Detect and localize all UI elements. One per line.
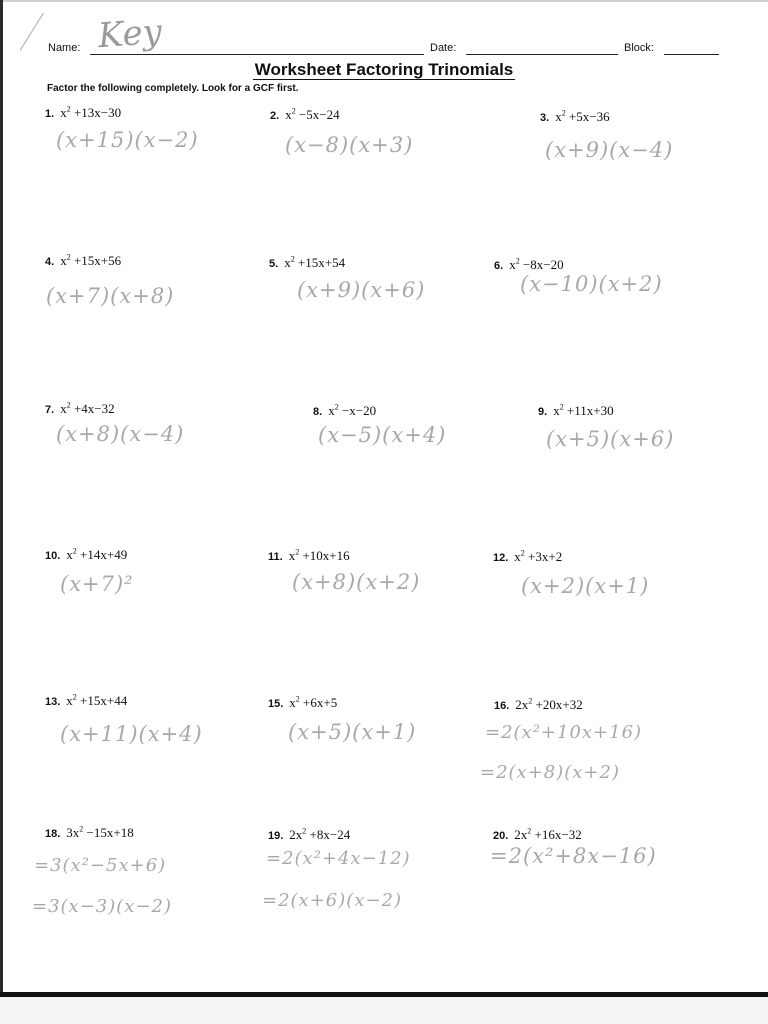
handwritten-answer: =2(x²+8x−16) bbox=[490, 844, 657, 868]
problem-number: 15. bbox=[268, 698, 284, 710]
handwritten-answer: (x+8)(x−4) bbox=[56, 422, 185, 446]
problem-number: 4. bbox=[45, 256, 55, 268]
problem-expression: $x^2 +15x+54$ bbox=[284, 254, 346, 270]
problem-number: 18. bbox=[45, 828, 61, 840]
problem-item bbox=[45, 104, 121, 122]
problem-item bbox=[493, 548, 562, 566]
problem-expression: $x^2 +3x+2$ bbox=[514, 548, 563, 564]
problem-item bbox=[45, 546, 127, 564]
problem-expression: $3x^2 -15x+18$ bbox=[66, 824, 134, 840]
problem-number: 5. bbox=[269, 258, 279, 270]
page-left-edge bbox=[0, 0, 3, 1000]
problem-expression: $x^2 +6x+5$ bbox=[289, 694, 338, 710]
problem-expression: $x^2 +4x-32$ bbox=[60, 400, 115, 416]
handwritten-answer: =2(x+8)(x+2) bbox=[480, 762, 620, 783]
problem-item bbox=[494, 696, 583, 714]
problem-item bbox=[269, 254, 345, 272]
handwritten-answer: =2(x²+4x−12) bbox=[266, 848, 411, 869]
name-label: Name: bbox=[48, 42, 81, 54]
problem-expression: $x^2 +10x+16$ bbox=[288, 547, 350, 563]
handwritten-answer: (x+7)(x+8) bbox=[46, 284, 175, 308]
problem-item bbox=[268, 826, 350, 844]
problem-number: 20. bbox=[493, 830, 509, 842]
handwritten-answer: =2(x²+10x+16) bbox=[485, 722, 643, 743]
handwritten-answer: (x+9)(x−4) bbox=[545, 138, 674, 162]
problem-number: 16. bbox=[494, 700, 510, 712]
problem-number: 10. bbox=[45, 550, 61, 562]
problem-expression: $2x^2 +8x-24$ bbox=[289, 826, 351, 842]
problem-item bbox=[45, 692, 127, 710]
pen-slash-mark bbox=[20, 13, 44, 51]
problem-item bbox=[268, 694, 337, 712]
problem-item bbox=[493, 826, 582, 844]
problem-item bbox=[538, 402, 614, 420]
problem-item bbox=[270, 106, 340, 124]
handwritten-answer: (x+5)(x+1) bbox=[288, 720, 417, 744]
instructions: Factor the following completely. Look for a GCF first. bbox=[47, 83, 299, 94]
handwritten-answer: =3(x²−5x+6) bbox=[34, 855, 167, 876]
problem-expression: $x^2 +14x+49$ bbox=[66, 546, 128, 562]
problem-number: 3. bbox=[540, 112, 550, 124]
page-top-edge bbox=[0, 0, 768, 2]
problem-number: 7. bbox=[45, 404, 55, 416]
problem-expression: $x^2 +11x+30$ bbox=[553, 402, 614, 418]
handwritten-answer: (x−5)(x+4) bbox=[318, 423, 447, 447]
problem-expression: $x^2 -x-20$ bbox=[328, 402, 377, 418]
name-handwritten-value: Key bbox=[96, 11, 164, 57]
block-line bbox=[664, 54, 719, 55]
problem-number: 9. bbox=[538, 406, 548, 418]
handwritten-answer: (x+15)(x−2) bbox=[56, 128, 199, 152]
block-label: Block: bbox=[624, 42, 654, 54]
problem-number: 19. bbox=[268, 830, 284, 842]
problem-number: 1. bbox=[45, 108, 55, 120]
problem-item bbox=[45, 824, 134, 842]
handwritten-answer: (x+7)² bbox=[60, 572, 134, 596]
handwritten-answer: =3(x−3)(x−2) bbox=[32, 896, 172, 917]
handwritten-answer: (x+5)(x+6) bbox=[546, 427, 675, 451]
name-line bbox=[90, 54, 424, 55]
handwritten-answer: (x+8)(x+2) bbox=[292, 570, 421, 594]
problem-expression: $x^2 +15x+44$ bbox=[66, 692, 128, 708]
date-line bbox=[466, 54, 618, 55]
problem-item bbox=[268, 547, 350, 565]
handwritten-answer: (x+9)(x+6) bbox=[297, 278, 426, 302]
problem-expression: $x^2 +15x+56$ bbox=[60, 252, 122, 268]
handwritten-answer: =2(x+6)(x−2) bbox=[262, 890, 402, 911]
handwritten-answer: (x−10)(x+2) bbox=[520, 272, 663, 296]
handwritten-answer: (x+11)(x+4) bbox=[60, 722, 203, 746]
problem-item bbox=[540, 108, 610, 126]
handwritten-answer: (x+2)(x+1) bbox=[521, 574, 650, 598]
problem-item bbox=[45, 252, 121, 270]
problem-number: 11. bbox=[268, 551, 283, 563]
problem-number: 6. bbox=[494, 260, 504, 272]
problem-number: 13. bbox=[45, 696, 61, 708]
date-label: Date: bbox=[430, 42, 457, 54]
problem-expression: $x^2 -5x-24$ bbox=[285, 106, 340, 122]
problem-expression: $2x^2 +20x+32$ bbox=[515, 696, 583, 712]
problem-number: 8. bbox=[313, 406, 323, 418]
problem-item bbox=[45, 400, 115, 418]
problem-expression: $2x^2 +16x-32$ bbox=[514, 826, 582, 842]
handwritten-answer: (x−8)(x+3) bbox=[285, 133, 414, 157]
worksheet-title: Worksheet Factoring Trinomials bbox=[254, 60, 514, 79]
problem-expression: $x^2 +13x-30$ bbox=[60, 104, 122, 120]
problem-expression: $x^2 -8x-20$ bbox=[509, 256, 564, 272]
problem-expression: $x^2 +5x-36$ bbox=[555, 108, 610, 124]
problem-number: 2. bbox=[270, 110, 280, 122]
problem-number: 12. bbox=[493, 552, 509, 564]
problem-item bbox=[313, 402, 376, 420]
scan-background bbox=[0, 997, 768, 1024]
